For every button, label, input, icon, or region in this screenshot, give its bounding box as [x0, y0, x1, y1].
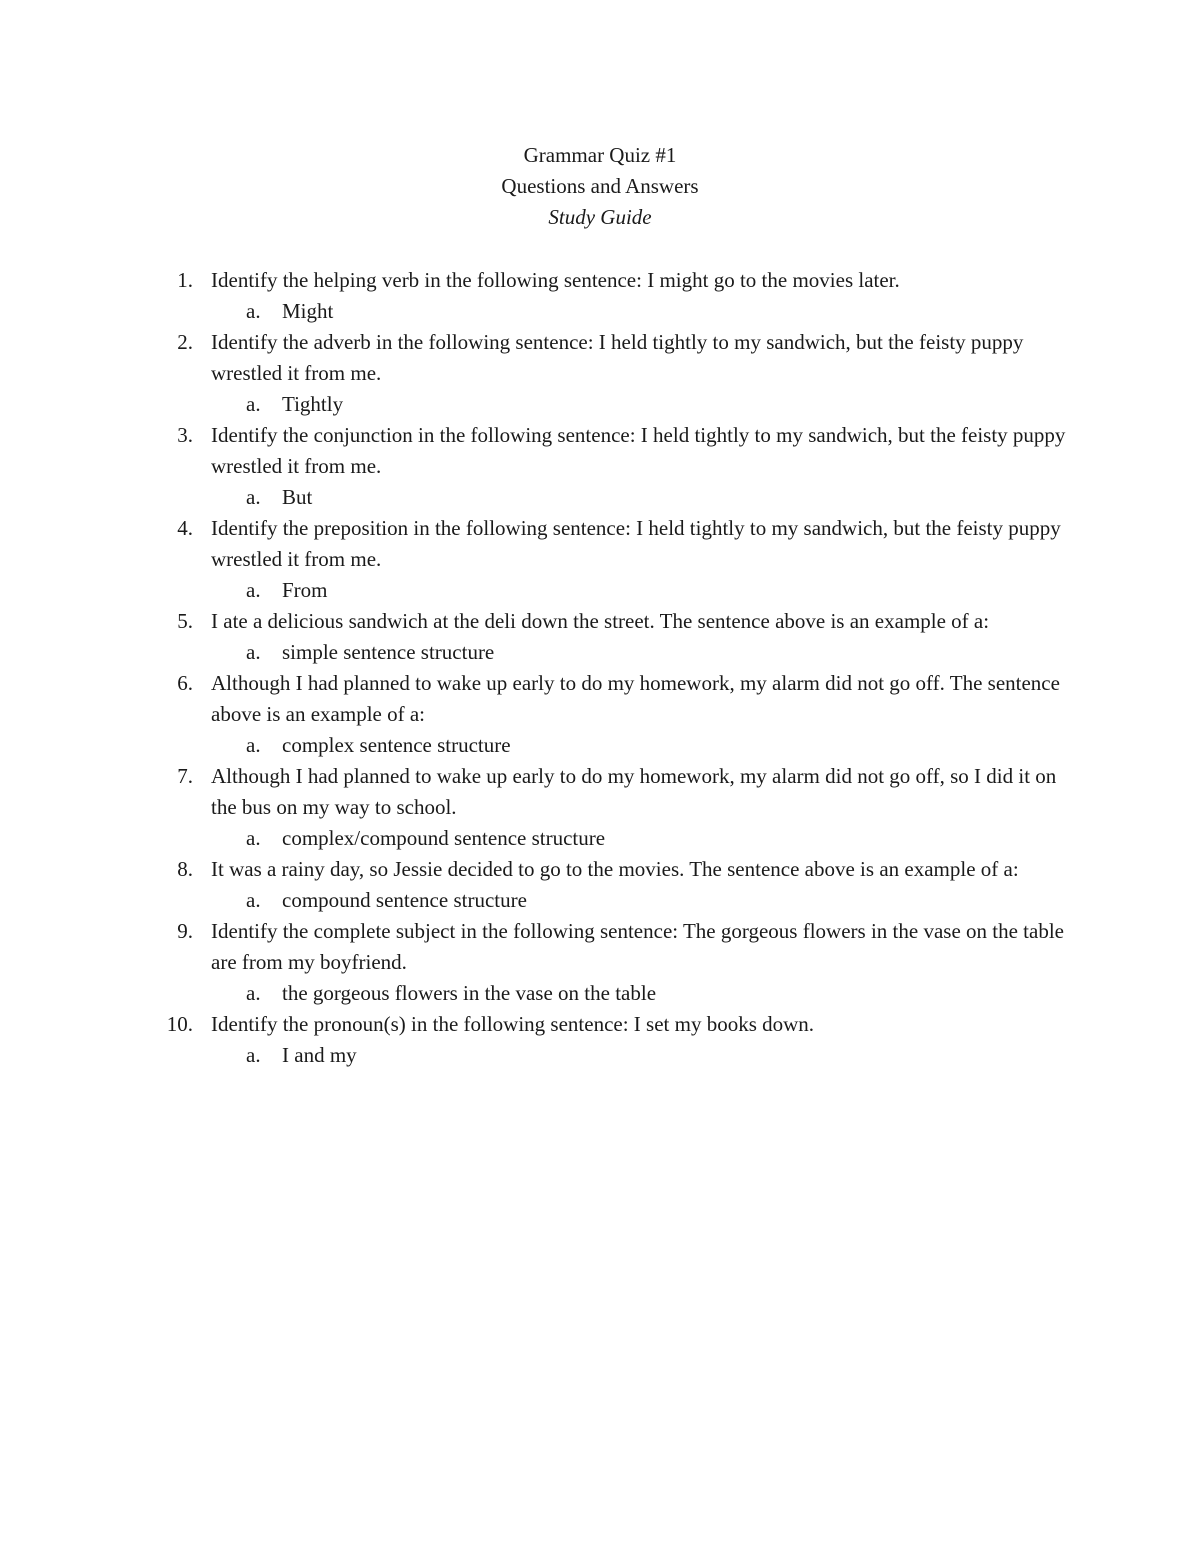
answer-letter: a.	[246, 299, 261, 323]
answer-letter: a.	[246, 733, 261, 757]
answer-item	[0, 482, 1200, 513]
question-number: 1.	[177, 268, 193, 292]
answer-item	[0, 978, 1200, 1009]
question-text: I ate a delicious sandwich at the deli down the street. The sentence above is an example of a:	[211, 609, 990, 633]
question-list	[0, 265, 1200, 1071]
question-number: 9.	[177, 919, 193, 943]
answer-letter: a.	[246, 640, 261, 664]
answer-letter: a.	[246, 826, 261, 850]
answer-letter: a.	[246, 578, 261, 602]
question-number: 2.	[177, 330, 193, 354]
answer-text: compound sentence structure	[282, 888, 527, 912]
question-number: 8.	[177, 857, 193, 881]
question-item	[0, 420, 1071, 482]
question-number: 10.	[166, 1012, 193, 1036]
answer-text: complex/compound sentence structure	[282, 826, 606, 850]
answer-item	[0, 575, 1200, 606]
question-item	[0, 916, 1071, 978]
document-subtitle: Questions and Answers	[501, 174, 699, 198]
question-item	[0, 761, 1071, 823]
answer-item	[0, 1040, 1200, 1071]
question-item	[0, 668, 1071, 730]
answer-item	[0, 730, 1200, 761]
answer-text: Might	[282, 299, 334, 323]
answer-text: complex sentence structure	[282, 733, 511, 757]
answer-letter: a.	[246, 981, 261, 1005]
question-number: 3.	[177, 423, 193, 447]
answer-item	[0, 885, 1200, 916]
question-text: Although I had planned to wake up early to do my homework, my alarm did not go off, so I did it on the bus on my way to school.	[211, 764, 1057, 819]
answer-text: From	[282, 578, 328, 602]
question-text: Identify the conjunction in the following sentence: I held tightly to my sandwich, but the feisty puppy wrestled it from me.	[211, 423, 1066, 478]
question-text: Identify the complete subject in the following sentence: The gorgeous flowers in the vase on the table are from my boyfriend.	[211, 919, 1064, 974]
document-header	[0, 140, 1200, 233]
answer-item	[0, 637, 1200, 668]
question-item	[0, 854, 1071, 885]
question-text: Identify the preposition in the following sentence: I held tightly to my sandwich, but the feisty puppy wrestled it from me.	[211, 516, 1061, 571]
answer-item	[0, 296, 1200, 327]
question-item	[0, 1009, 1071, 1040]
answer-letter: a.	[246, 888, 261, 912]
answer-item	[0, 823, 1200, 854]
document-title: Grammar Quiz #1	[523, 143, 677, 167]
question-item	[0, 327, 1071, 389]
answer-letter: a.	[246, 1043, 261, 1067]
answer-item	[0, 389, 1200, 420]
question-text: Although I had planned to wake up early to do my homework, my alarm did not go off. The sentence above is an example of a:	[211, 671, 1060, 726]
answer-text: the gorgeous flowers in the vase on the table	[282, 981, 657, 1005]
question-number: 4.	[177, 516, 193, 540]
question-item	[0, 265, 1071, 296]
question-item	[0, 606, 1071, 637]
answer-text: But	[282, 485, 313, 509]
study-guide-label: Study Guide	[548, 205, 652, 229]
question-text: It was a rainy day, so Jessie decided to go to the movies. The sentence above is an example of a:	[211, 857, 1019, 881]
answer-text: simple sentence structure	[282, 640, 495, 664]
question-number: 5.	[177, 609, 193, 633]
answer-letter: a.	[246, 392, 261, 416]
answer-letter: a.	[246, 485, 261, 509]
question-item	[0, 513, 1071, 575]
answer-text: Tightly	[282, 392, 344, 416]
question-text: Identify the adverb in the following sentence: I held tightly to my sandwich, but the feisty puppy wrestled it from me.	[211, 330, 1024, 385]
answer-text: I and my	[282, 1043, 357, 1067]
question-number: 7.	[177, 764, 193, 788]
question-text: Identify the pronoun(s) in the following sentence: I set my books down.	[211, 1012, 815, 1036]
question-text: Identify the helping verb in the following sentence: I might go to the movies later.	[211, 268, 900, 292]
question-number: 6.	[177, 671, 193, 695]
